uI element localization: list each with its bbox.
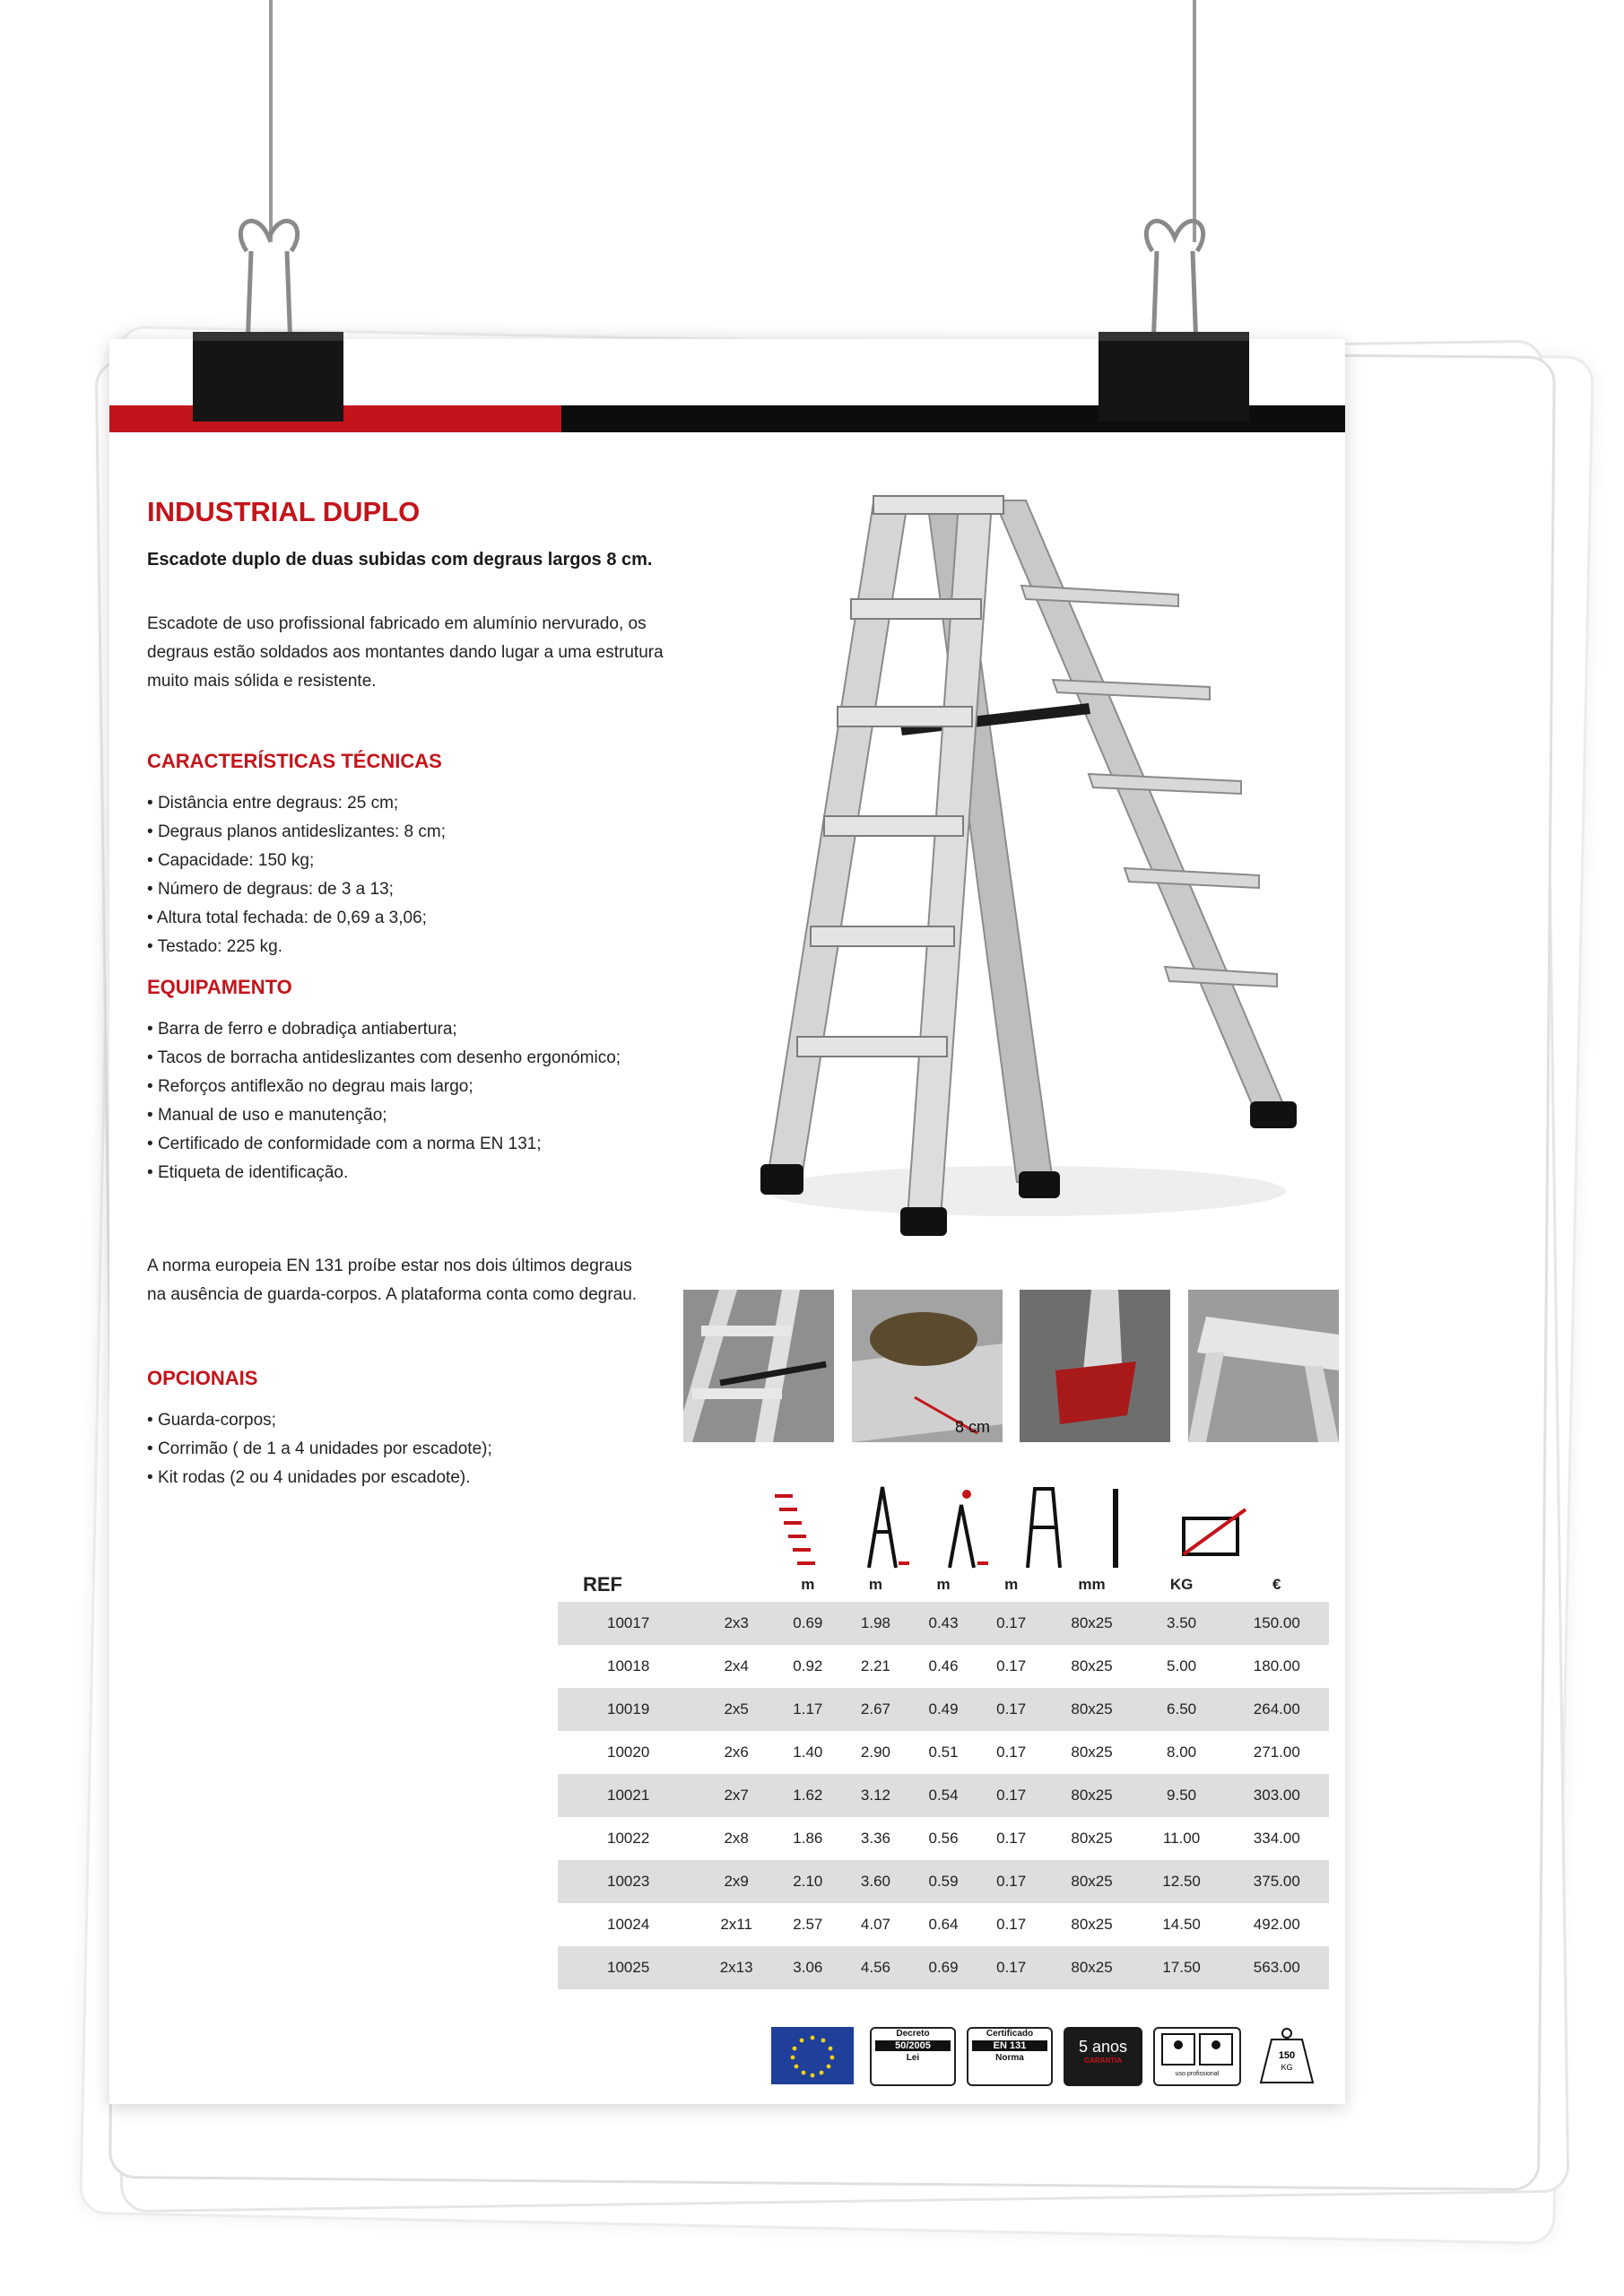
column-header-price: € xyxy=(1272,1576,1281,1593)
table-cell: 0.59 xyxy=(909,1860,977,1903)
product-title: INDUSTRIAL DUPLO xyxy=(147,496,421,527)
ladder-photo xyxy=(757,483,1331,1236)
table-cell: 492.00 xyxy=(1253,1916,1300,1933)
table-cell: 0.56 xyxy=(928,1830,959,1847)
table-cell: 1.40 xyxy=(793,1744,823,1761)
step-width-label: 8 cm xyxy=(954,1418,990,1436)
list-item: • Tacos de borracha antideslizantes com desenho ergonómico; xyxy=(147,1044,649,1073)
binder-clip-right xyxy=(1099,215,1251,430)
table-cell: 10022 xyxy=(607,1830,650,1847)
table-cell: 0.54 xyxy=(909,1774,977,1817)
warranty-badge: 5 anos GARANTIA xyxy=(1064,2027,1142,2086)
table-row xyxy=(558,1946,1329,1989)
detail-photo-step xyxy=(852,1290,1003,1442)
table-cell: 3.50 xyxy=(1139,1602,1225,1645)
column-header-ref: REF xyxy=(583,1573,622,1596)
product-subtitle: Escadote duplo de duas subidas com degraus largos 8 cm. xyxy=(147,550,653,570)
list-item: • Altura total fechada: de 0,69 a 3,06; xyxy=(147,904,446,933)
table-cell: 80x25 xyxy=(1045,1688,1138,1731)
table-cell: 2x8 xyxy=(724,1830,749,1847)
spec-table xyxy=(558,1568,1329,1989)
table-cell: 0.43 xyxy=(909,1602,977,1645)
table-cell: 271.00 xyxy=(1253,1744,1300,1761)
table-cell: 0.51 xyxy=(928,1744,959,1761)
table-cell: 1.17 xyxy=(774,1688,842,1731)
table-cell: 80x25 xyxy=(1071,1657,1113,1674)
table-cell: 17.50 xyxy=(1139,1946,1225,1989)
table-cell: 2x7 xyxy=(699,1774,774,1817)
en131-badge: Certificado EN 131 Norma xyxy=(967,2027,1053,2086)
table-row xyxy=(558,1688,1329,1731)
table-cell: 11.00 xyxy=(1162,1830,1201,1847)
certification-badges xyxy=(771,2027,1336,2084)
table-cell: 334.00 xyxy=(1253,1830,1300,1847)
table-cell: 0.17 xyxy=(996,1657,1027,1674)
table-row xyxy=(558,1774,1329,1817)
detail-photo-foot xyxy=(1020,1290,1170,1442)
list-item: • Manual de uso e manutenção; xyxy=(147,1101,649,1130)
equip-section-title: EQUIPAMENTO xyxy=(147,976,292,998)
eu-flag-icon xyxy=(771,2027,854,2084)
product-sheet xyxy=(109,339,1345,2104)
list-item: • Guarda-corpos; xyxy=(147,1406,492,1435)
table-cell: 2x6 xyxy=(724,1744,749,1761)
table-cell: 2x13 xyxy=(699,1946,774,1989)
table-cell: 80x25 xyxy=(1071,1830,1113,1847)
table-cell: 80x25 xyxy=(1071,1916,1113,1933)
table-cell: 1.62 xyxy=(774,1774,842,1817)
list-item: • Etiqueta de identificação. xyxy=(147,1159,649,1187)
column-header-working-height: m xyxy=(868,1576,882,1593)
table-cell: 303.00 xyxy=(1225,1774,1329,1817)
table-row xyxy=(558,1903,1329,1946)
table-cell: 2x9 xyxy=(699,1860,774,1903)
table-cell: 80x25 xyxy=(1071,1744,1113,1761)
table-cell: 14.50 xyxy=(1162,1916,1201,1933)
tech-list xyxy=(147,789,446,961)
table-cell: 4.07 xyxy=(860,1916,890,1933)
list-item: • Kit rodas (2 ou 4 unidades por escadote). xyxy=(147,1464,492,1492)
table-row xyxy=(558,1860,1329,1903)
table-cell: 0.17 xyxy=(977,1860,1046,1903)
table-cell: 2.90 xyxy=(860,1744,890,1761)
list-item: • Certificado de conformidade com a norma EN 131; xyxy=(147,1130,649,1159)
table-cell: 10025 xyxy=(558,1946,699,1989)
table-cell: 0.17 xyxy=(996,1830,1027,1847)
list-item: • Distância entre degraus: 25 cm; xyxy=(147,789,446,818)
product-intro: Escadote de uso profissional fabricado em alumínio nervurado, os degraus estão soldados aos montantes dando lugar a uma estrutura muito mais sólida e resistente. xyxy=(147,614,664,691)
table-cell: 0.17 xyxy=(996,1916,1027,1933)
table-cell: 2x3 xyxy=(699,1602,774,1645)
table-cell: 2.57 xyxy=(793,1916,823,1933)
table-cell: 80x25 xyxy=(1045,1774,1138,1817)
table-cell: 2.67 xyxy=(842,1688,910,1731)
open-height-icon xyxy=(869,1487,909,1568)
working-height-icon xyxy=(950,1490,988,1568)
detail-photo-crossbar xyxy=(683,1290,834,1442)
capacity-weight-icon: 150 KG xyxy=(1255,2027,1318,2084)
table-cell: 264.00 xyxy=(1225,1688,1329,1731)
table-cell: 10024 xyxy=(607,1916,650,1933)
table-cell: 12.50 xyxy=(1139,1860,1225,1903)
table-cell: 0.49 xyxy=(909,1688,977,1731)
table-cell: 180.00 xyxy=(1253,1657,1300,1674)
table-cell: 10019 xyxy=(558,1688,699,1731)
table-cell: 0.46 xyxy=(928,1657,959,1674)
list-item: • Reforços antiflexão no degrau mais largo; xyxy=(147,1073,649,1101)
table-cell: 563.00 xyxy=(1225,1946,1329,1989)
table-cell: 2.10 xyxy=(774,1860,842,1903)
table-cell: 80x25 xyxy=(1045,1860,1138,1903)
table-cell: 2.21 xyxy=(860,1657,890,1674)
column-header-width: m xyxy=(936,1576,951,1593)
hanging-wire-right xyxy=(1193,0,1196,242)
table-cell: 80x25 xyxy=(1045,1946,1138,1989)
professional-use-icon xyxy=(1157,2029,1238,2068)
table-cell: 3.06 xyxy=(774,1946,842,1989)
closed-width-icon xyxy=(1028,1489,1060,1568)
table-cell: 375.00 xyxy=(1225,1860,1329,1903)
options-section-title: OPCIONAIS xyxy=(147,1367,258,1389)
table-row xyxy=(558,1645,1329,1688)
table-row xyxy=(558,1602,1329,1645)
tech-section-title: CARACTERÍSTICAS TÉCNICAS xyxy=(147,750,442,772)
table-cell: 2x4 xyxy=(724,1657,749,1674)
table-cell: 0.64 xyxy=(928,1916,959,1933)
spec-table-body xyxy=(558,1602,1329,1989)
norm-note: A norma europeia EN 131 proíbe estar nos dois últimos degraus na ausência de guarda-corpos. A plataforma conta como degrau. xyxy=(147,1257,638,1304)
list-item: • Barra de ferro e dobradiça antiabertura; xyxy=(147,1015,649,1044)
table-cell: 3.36 xyxy=(860,1830,890,1847)
steps-icon xyxy=(775,1496,815,1563)
table-cell: 0.92 xyxy=(793,1657,823,1674)
equip-list xyxy=(147,1015,649,1187)
table-cell: 4.56 xyxy=(842,1946,910,1989)
list-item: • Corrimão ( de 1 a 4 unidades por escadote); xyxy=(147,1435,492,1464)
table-cell: 0.69 xyxy=(909,1946,977,1989)
list-item: • Degraus planos antideslizantes: 8 cm; xyxy=(147,818,446,847)
list-item: • Capacidade: 150 kg; xyxy=(147,847,446,875)
binder-clip-left xyxy=(193,215,345,430)
column-header-depth: m xyxy=(1004,1576,1019,1593)
column-header-weight: KG xyxy=(1169,1576,1194,1593)
table-cell: 10018 xyxy=(607,1657,650,1674)
list-item: • Número de degraus: de 3 a 13; xyxy=(147,875,446,904)
options-list xyxy=(147,1406,492,1492)
table-cell: 0.17 xyxy=(996,1744,1027,1761)
table-cell: 0.17 xyxy=(977,1688,1046,1731)
table-cell: 80x25 xyxy=(1045,1602,1138,1645)
hanging-wire-left xyxy=(269,0,273,242)
table-cell: 2x11 xyxy=(720,1916,752,1933)
table-cell: 10021 xyxy=(558,1774,699,1817)
table-cell: 9.50 xyxy=(1139,1774,1225,1817)
table-cell: 3.60 xyxy=(842,1860,910,1903)
table-cell: 0.17 xyxy=(977,1946,1046,1989)
table-cell: 5.00 xyxy=(1167,1657,1197,1674)
decree-badge: Decreto 50/2005 Lei xyxy=(870,2027,956,2086)
table-cell: 10020 xyxy=(607,1744,650,1761)
table-row xyxy=(558,1817,1329,1860)
professional-use-badge: uso profissional xyxy=(1153,2027,1241,2086)
column-header-steps xyxy=(699,1568,774,1602)
column-header-open-height: m xyxy=(801,1576,815,1593)
step-profile-icon xyxy=(1184,1509,1246,1554)
table-cell: 8.00 xyxy=(1167,1744,1197,1761)
table-cell: 6.50 xyxy=(1139,1688,1225,1731)
table-cell: 2x5 xyxy=(699,1688,774,1731)
table-cell: 0.69 xyxy=(774,1602,842,1645)
table-cell: 3.12 xyxy=(842,1774,910,1817)
table-cell: 0.17 xyxy=(977,1602,1046,1645)
table-cell: 10023 xyxy=(558,1860,699,1903)
table-cell: 0.17 xyxy=(977,1774,1046,1817)
column-header-profile: mm xyxy=(1078,1576,1106,1593)
list-item: • Testado: 225 kg. xyxy=(147,933,446,961)
table-cell: 1.98 xyxy=(842,1602,910,1645)
table-cell: 150.00 xyxy=(1225,1602,1329,1645)
detail-photo-platform xyxy=(1188,1290,1339,1442)
table-cell: 10017 xyxy=(558,1602,699,1645)
table-row xyxy=(558,1731,1329,1774)
table-cell: 1.86 xyxy=(793,1830,823,1847)
